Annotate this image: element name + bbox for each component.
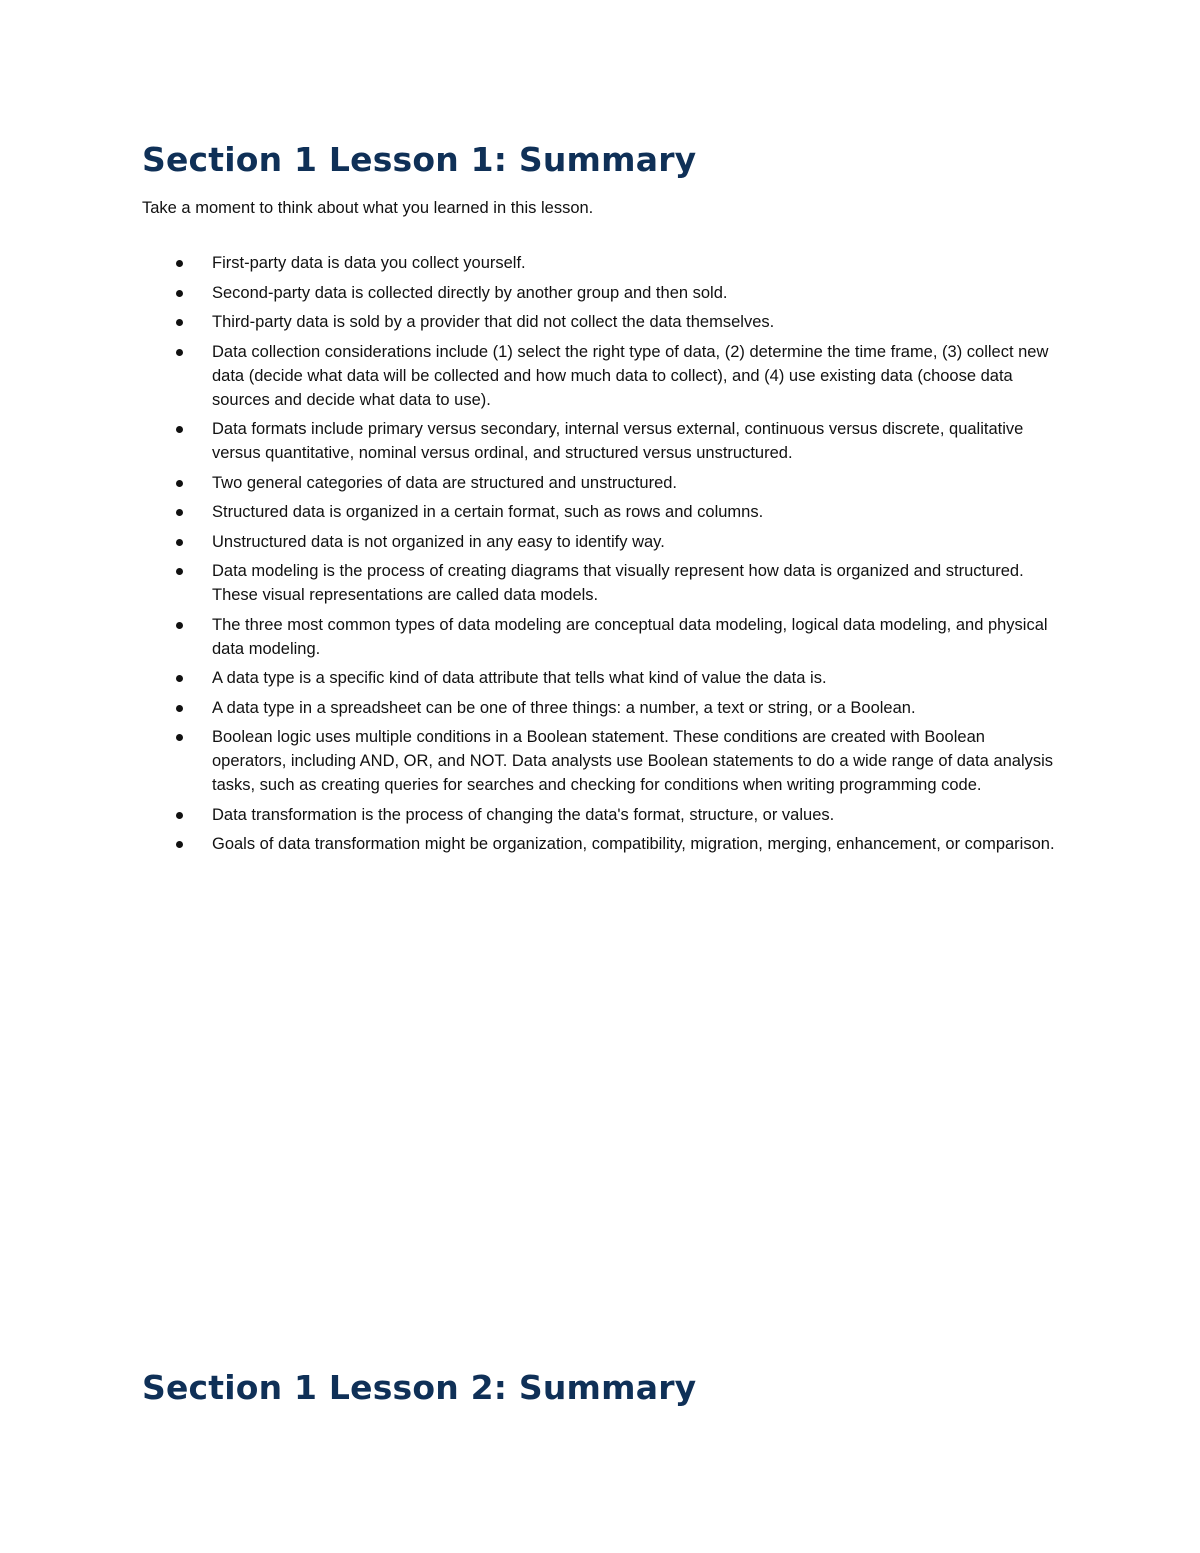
list-item: [142, 725, 1062, 797]
list-item-text: A data type in a spreadsheet can be one of three things: a number, a text or string, or a Boolean.: [212, 698, 916, 717]
list-item: [142, 471, 1062, 495]
list-item-text: A data type is a specific kind of data attribute that tells what kind of value the data is.: [212, 669, 827, 687]
list-item-text: Structured data is organized in a certain format, such as rows and columns.: [212, 503, 764, 521]
bullet-icon: [176, 480, 183, 487]
bullet-icon: [176, 812, 183, 819]
list-item-text: Unstructured data is not organized in any easy to identify way.: [212, 532, 665, 551]
list-item: [142, 613, 1062, 661]
list-item-text: Goals of data transformation might be organization, compatibility, migration, merging, enhancement, or comparison.: [212, 835, 1055, 853]
bullet-icon: [176, 426, 183, 433]
bullet-icon: [176, 260, 183, 267]
list-item: [142, 251, 1062, 275]
list-item: [142, 530, 1062, 554]
lesson-1-intro: Take a moment to think about what you learned in this lesson.: [142, 199, 594, 217]
list-item: [142, 666, 1062, 690]
bullet-icon: [176, 319, 183, 326]
bullet-icon: [176, 290, 183, 297]
list-item: [142, 500, 1062, 524]
list-item: [142, 281, 1062, 305]
lesson-1-heading: Section 1 Lesson 1: Summary: [142, 140, 697, 179]
bullet-icon: [176, 349, 183, 356]
list-item-text: Data modeling is the process of creating diagrams that visually represent how data is organized and structured. These visual representations are called data models.: [212, 562, 1024, 604]
list-item: [142, 559, 1062, 607]
lesson-2-heading: Section 1 Lesson 2: Summary: [142, 1368, 697, 1407]
list-item-text: Second-party data is collected directly by another group and then sold.: [212, 283, 728, 302]
list-item: [142, 417, 1062, 465]
list-item: [142, 832, 1062, 856]
list-item-text: The three most common types of data modeling are conceptual data modeling, logical data modeling, and physical data modeling.: [212, 615, 1048, 658]
list-item-text: Data formats include primary versus secondary, internal versus external, continuous versus discrete, qualitative versus quantitative, nominal versus ordinal, and structured versus unstructured.: [212, 420, 1024, 462]
list-item-text: Two general categories of data are structured and unstructured.: [212, 473, 678, 492]
list-item-text: Boolean logic uses multiple conditions in a Boolean statement. These conditions are created with Boolean operators, including AND, OR, and NOT. Data analysts use Boolean statements to do a wide range of data analysis tasks, such as creating queries for searches and checking for conditions when writing programming code.: [212, 728, 1054, 794]
bullet-icon: [176, 675, 183, 682]
list-item: [142, 803, 1062, 827]
lesson-1-summary-list: [142, 251, 1062, 862]
bullet-icon: [176, 705, 183, 712]
list-item: [142, 310, 1062, 334]
list-item: [142, 696, 1062, 720]
list-item-text: Data collection considerations include (1) select the right type of data, (2) determine the time frame, (3) collect new data (decide what data will be collected and how much data to collect), and (4) use existing data (choose data sources and decide what data to use).: [212, 342, 1049, 409]
bullet-icon: [176, 509, 183, 516]
bullet-icon: [176, 734, 183, 741]
list-item: [142, 340, 1062, 412]
bullet-icon: [176, 841, 183, 848]
bullet-icon: [176, 568, 183, 575]
list-item-text: First-party data is data you collect yourself.: [212, 254, 526, 272]
bullet-icon: [176, 539, 183, 546]
bullet-icon: [176, 622, 183, 629]
list-item-text: Data transformation is the process of changing the data's format, structure, or values.: [212, 805, 835, 824]
list-item-text: Third-party data is sold by a provider that did not collect the data themselves.: [212, 313, 775, 331]
